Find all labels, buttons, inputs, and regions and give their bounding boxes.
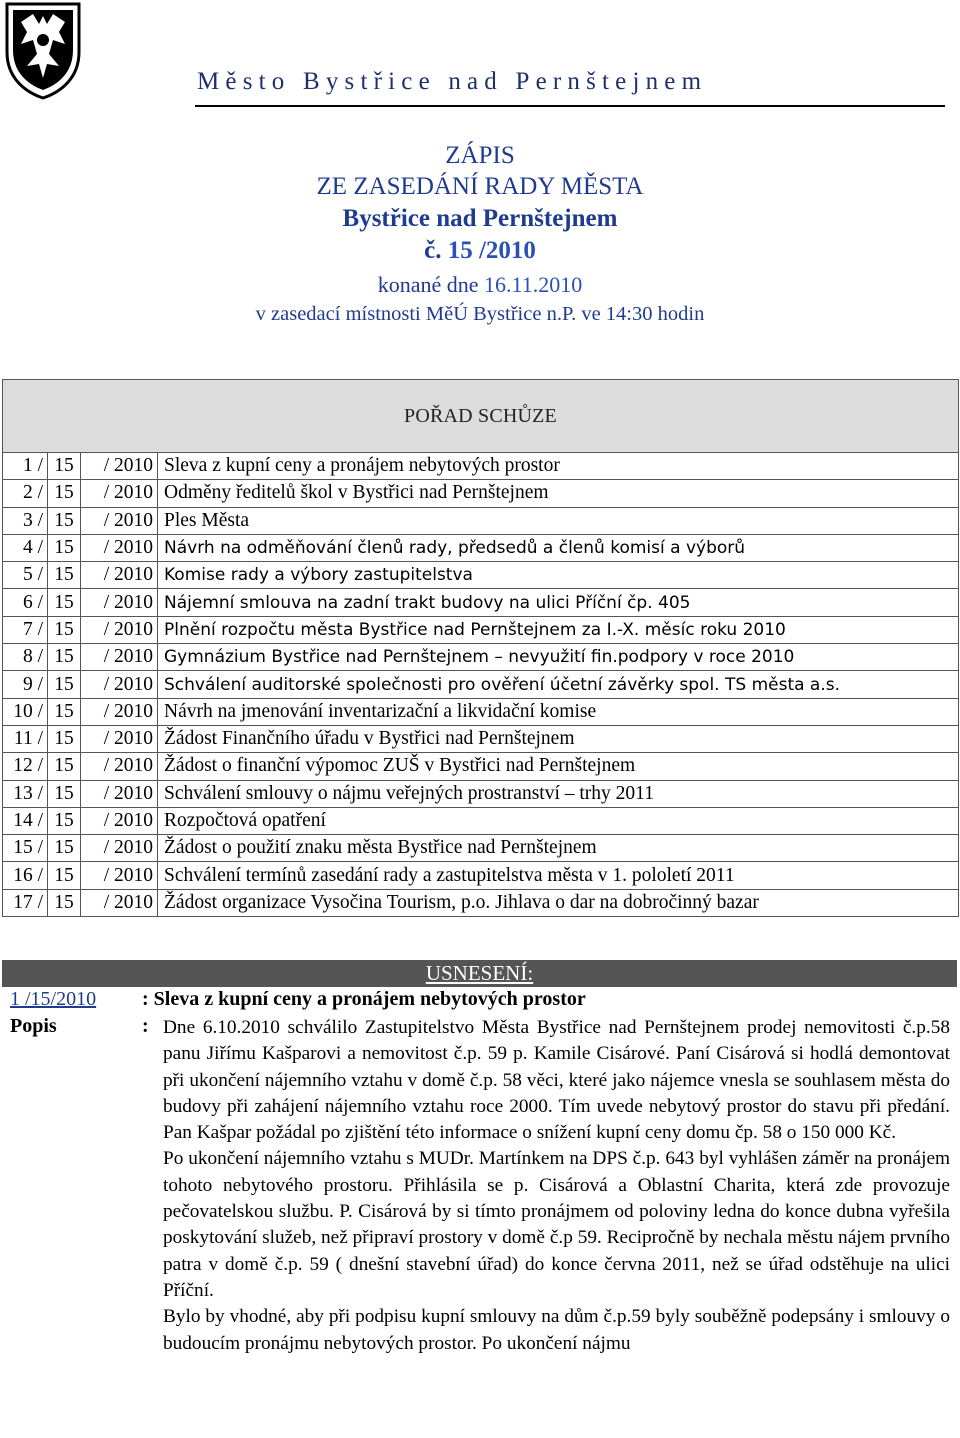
agenda-item-topic: Žádost Finančního úřadu v Bystřici nad Pernštejnem (158, 725, 959, 752)
agenda-item-year: / 2010 (81, 780, 158, 807)
resolution-description (163, 1015, 950, 1357)
agenda-row (3, 589, 959, 616)
doc-town: Bystřice nad Pernštejnem (342, 205, 618, 232)
agenda-item-meeting: 15 (48, 835, 81, 862)
agenda-item-topic: Ples Města (158, 507, 959, 534)
agenda-item-number: 14 / (3, 807, 48, 834)
agenda-item-year: / 2010 (81, 725, 158, 752)
popis-colon: : (142, 1015, 149, 1037)
agenda-item-number: 6 / (3, 589, 48, 616)
doc-number-prefix: č. (424, 237, 442, 264)
agenda-row (3, 698, 959, 725)
resolution-heading: USNESENÍ: (425, 961, 534, 985)
agenda-item-topic: Návrh na odměňování členů rady, předsedů a členů komisí a výborů (158, 534, 959, 561)
agenda-item-topic: Návrh na jmenování inventarizační a likvidační komise (158, 698, 959, 725)
description-paragraph: Dne 6.10.2010 schválilo Zastupitelstvo Města Bystřice nad Pernštejnem prodej nemovitosti č.p.58 panu Jiřímu Kašparovi a nemovitost č.p. 59 p. Kamile Cisárové. Paní Cisárová si hodlá demontovat při ukončení nájemního vztahu v domě č.p. 58 věci, které jako nájemce vnesla se souhlasem města do budovy při zahájení nájemního vztahu roce 2000. Tím uvede nebytový prostor do stavu při předání. Pan Kašpar požádal po zjištění této informace o snížení kupní ceny domu čp. 58 o 150 000 Kč. (163, 1017, 950, 1144)
agenda-item-topic: Rozpočtová opatření (158, 807, 959, 834)
doc-subtitle: ZE ZASEDÁNÍ RADY MĚSTA (316, 173, 644, 200)
agenda-item-meeting: 15 (48, 507, 81, 534)
agenda-table (2, 379, 959, 917)
agenda-item-meeting: 15 (48, 807, 81, 834)
agenda-item-meeting: 15 (48, 780, 81, 807)
agenda-item-number: 12 / (3, 753, 48, 780)
agenda-row (3, 644, 959, 671)
agenda-item-number: 1 / (3, 453, 48, 480)
agenda-row (3, 725, 959, 752)
agenda-heading: POŘAD SCHŮZE (3, 380, 959, 453)
agenda-row (3, 480, 959, 507)
agenda-item-topic: Žádost o použití znaku města Bystřice nad Pernštejnem (158, 835, 959, 862)
resolution-number: 1 /15/2010 (10, 988, 97, 1010)
letterhead (0, 0, 960, 110)
agenda-item-number: 2 / (3, 480, 48, 507)
agenda-item-topic: Plnění rozpočtu města Bystřice nad Pernštejnem za I.-X. měsíc roku 2010 (158, 616, 959, 643)
agenda-item-number: 13 / (3, 780, 48, 807)
description-paragraph: Bylo by vhodné, aby při podpisu kupní smlouvy na dům č.p.59 byly souběžně podepsány i smlouvy o budoucím pronájmu nebytových prostor. Po ukončení nájmu (163, 1306, 950, 1354)
agenda-item-number: 9 / (3, 671, 48, 698)
agenda-item-year: / 2010 (81, 616, 158, 643)
agenda-item-meeting: 15 (48, 480, 81, 507)
city-name: Město Bystřice nad Pernštejnem (197, 68, 708, 95)
agenda-item-number: 4 / (3, 534, 48, 561)
agenda-row (3, 453, 959, 480)
agenda-item-topic: Komise rady a výbory zastupitelstva (158, 562, 959, 589)
agenda-item-meeting: 15 (48, 589, 81, 616)
agenda-item-meeting: 15 (48, 862, 81, 889)
agenda-item-year: / 2010 (81, 807, 158, 834)
agenda-item-year: / 2010 (81, 562, 158, 589)
agenda-row (3, 534, 959, 561)
agenda-item-number: 16 / (3, 862, 48, 889)
agenda-item-meeting: 15 (48, 534, 81, 561)
agenda-item-topic: Gymnázium Bystřice nad Pernštejnem – nevyužití fin.podpory v roce 2010 (158, 644, 959, 671)
agenda-item-topic: Schválení termínů zasedání rady a zastupitelstva města v 1. pololetí 2011 (158, 862, 959, 889)
agenda-item-topic: Žádost organizace Vysočina Tourism, p.o. Jihlava o dar na dobročinný bazar (158, 889, 959, 916)
agenda-item-meeting: 15 (48, 889, 81, 916)
agenda-row (3, 616, 959, 643)
agenda-item-number: 5 / (3, 562, 48, 589)
agenda-item-year: / 2010 (81, 644, 158, 671)
agenda-row (3, 835, 959, 862)
agenda-item-year: / 2010 (81, 671, 158, 698)
agenda-item-year: / 2010 (81, 753, 158, 780)
resolution-colon: : (142, 988, 149, 1010)
agenda-item-year: / 2010 (81, 480, 158, 507)
agenda-item-year: / 2010 (81, 453, 158, 480)
agenda-row (3, 507, 959, 534)
agenda-item-number: 7 / (3, 616, 48, 643)
meeting-date-prefix: konané dne (377, 272, 479, 297)
popis-label: Popis (10, 1015, 57, 1037)
meeting-date (0, 272, 960, 298)
agenda-item-meeting: 15 (48, 698, 81, 725)
agenda-item-year: / 2010 (81, 698, 158, 725)
doc-title: ZÁPIS (445, 142, 515, 169)
agenda-item-meeting: 15 (48, 616, 81, 643)
agenda-item-meeting: 15 (48, 644, 81, 671)
agenda-item-number: 3 / (3, 507, 48, 534)
agenda-item-meeting: 15 (48, 562, 81, 589)
resolution-heading-bar (2, 960, 957, 987)
header-divider (195, 105, 945, 107)
agenda-item-meeting: 15 (48, 671, 81, 698)
agenda-item-year: / 2010 (81, 534, 158, 561)
agenda-item-number: 15 / (3, 835, 48, 862)
doc-number (0, 237, 960, 265)
agenda-items (3, 453, 959, 917)
agenda-row (3, 889, 959, 916)
agenda-item-topic: Odměny ředitelů škol v Bystřici nad Pernštejnem (158, 480, 959, 507)
agenda-item-year: / 2010 (81, 589, 158, 616)
agenda-row (3, 562, 959, 589)
agenda-item-number: 10 / (3, 698, 48, 725)
agenda-item-number: 11 / (3, 725, 48, 752)
resolution-subject: Sleva z kupní ceny a pronájem nebytových prostor (153, 988, 586, 1010)
resolution-number-row (10, 988, 96, 1011)
agenda-item-number: 17 / (3, 889, 48, 916)
agenda-row (3, 753, 959, 780)
agenda-item-year: / 2010 (81, 507, 158, 534)
description-paragraph: Po ukončení nájemního vztahu s MUDr. Martínkem na DPS č.p. 643 byl vyhlášen záměr na pronájem tohoto nebytového prostoru. Přihlásila se p. Cisárová a Oblastní Charita, která zde provozuje pečovatelskou službu. P. Cisárová by si tímto pronájmem od poloviny ledna do konce dubna vyřešila poskytování služeb, než připraví prostory v domě č.p 59. Recipročně by nechala městu nájem prvního patra v domě č.p. 59 ( dnešní stavební úřad) do konce června 2011, než se úřad odstěhuje na ulici Příční. (163, 1148, 950, 1301)
agenda-row (3, 671, 959, 698)
agenda-item-year: / 2010 (81, 862, 158, 889)
agenda-item-topic: Žádost o finanční výpomoc ZUŠ v Bystřici nad Pernštejnem (158, 753, 959, 780)
coat-of-arms-logo (3, 0, 83, 100)
agenda-item-number: 8 / (3, 644, 48, 671)
agenda-item-meeting: 15 (48, 453, 81, 480)
agenda-row (3, 780, 959, 807)
agenda-item-topic: Sleva z kupní ceny a pronájem nebytových prostor (158, 453, 959, 480)
agenda-item-year: / 2010 (81, 835, 158, 862)
meeting-date-value: 16.11.2010 (484, 272, 583, 297)
agenda-item-meeting: 15 (48, 725, 81, 752)
agenda-item-topic: Nájemní smlouva na zadní trakt budovy na ulici Příční čp. 405 (158, 589, 959, 616)
agenda-row (3, 862, 959, 889)
meeting-location: v zasedací místnosti MěÚ Bystřice n.P. ve 14:30 hodin (255, 303, 705, 325)
agenda-item-topic: Schválení auditorské společnosti pro ověření účetní závěrky spol. TS města a.s. (158, 671, 959, 698)
agenda-item-year: / 2010 (81, 889, 158, 916)
agenda-item-meeting: 15 (48, 753, 81, 780)
agenda-item-topic: Schválení smlouvy o nájmu veřejných prostranství – trhy 2011 (158, 780, 959, 807)
agenda-row (3, 807, 959, 834)
agenda-heading-row (3, 380, 959, 453)
resolution-subject-row (142, 988, 586, 1011)
doc-number-value: 15 /2010 (447, 237, 536, 264)
